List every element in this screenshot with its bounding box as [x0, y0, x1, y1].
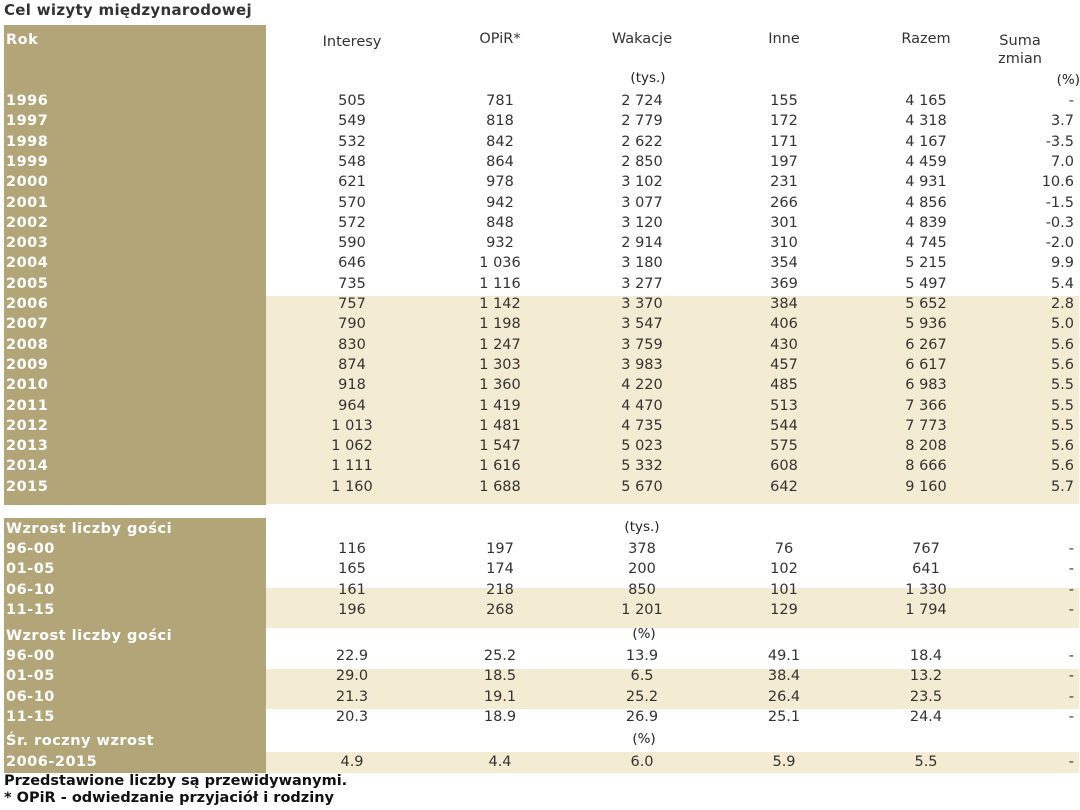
cell-razem: 4 459: [905, 153, 947, 170]
cell-razem: 9 160: [905, 478, 947, 495]
cell-razem: 4 931: [905, 174, 947, 191]
year-row-2013-label: 2013: [6, 438, 49, 455]
cell-inne: 575: [770, 438, 798, 455]
cell-interesy: 20.3: [335, 708, 369, 725]
unit-growth-abs: (tys.): [624, 519, 660, 535]
cell-inne: 231: [770, 174, 798, 191]
cell-inne: 25.1: [767, 708, 801, 725]
header-interesy: Interesy: [322, 34, 382, 50]
growth-pct-row-11-15-label: 11-15: [6, 708, 55, 725]
page-title: Cel wizyty międzynarodowej: [4, 1, 252, 19]
cell-razem: 23.5: [909, 688, 943, 705]
cell-suma-zmian: -: [1068, 754, 1074, 770]
unit-percent: (%): [1056, 72, 1080, 88]
header-inne: Inne: [768, 31, 800, 47]
cell-interesy: 1 062: [331, 438, 373, 455]
cell-razem: 18.4: [909, 648, 943, 664]
cell-interesy: 1 111: [331, 458, 373, 475]
cell-wakacje: 26.9: [625, 708, 659, 725]
cell-suma-zmian: -: [1068, 708, 1074, 725]
cell-wakacje: 6.0: [630, 754, 654, 770]
cell-wakacje: 3 180: [621, 255, 663, 272]
unit-thousands: (tys.): [630, 70, 666, 86]
cell-opir: 1 360: [479, 377, 521, 394]
cell-wakacje: 850: [628, 581, 656, 598]
unit-growth-pct: (%): [632, 626, 656, 642]
cell-suma-zmian: 5.0: [1050, 316, 1074, 333]
year-row-1998-label: 1998: [6, 133, 49, 150]
cell-wakacje: 6.5: [630, 668, 654, 685]
cell-opir: 932: [486, 235, 514, 252]
header-razem: Razem: [901, 31, 951, 47]
cell-interesy: 757: [338, 296, 366, 312]
cell-inne: 301: [770, 214, 798, 231]
year-row-2005-label: 2005: [6, 275, 49, 292]
cell-inne: 457: [770, 356, 798, 373]
growth-abs-row-11-15-label: 11-15: [6, 601, 55, 618]
cell-wakacje: 4 470: [621, 397, 663, 414]
cell-suma-zmian: 5.6: [1050, 336, 1074, 353]
cell-opir: 1 036: [479, 255, 521, 272]
cell-opir: 848: [486, 214, 514, 231]
cell-razem: 4 839: [905, 214, 947, 231]
cell-razem: 8 666: [905, 458, 947, 475]
cell-interesy: 116: [338, 541, 366, 557]
cell-opir: 864: [486, 153, 514, 170]
year-row-1999-label: 1999: [6, 153, 49, 170]
cell-inne: 310: [770, 235, 798, 252]
cell-interesy: 570: [338, 194, 366, 211]
cell-suma-zmian: 7.0: [1050, 153, 1074, 170]
cell-opir: 942: [486, 194, 514, 211]
year-row-2000-label: 2000: [6, 174, 49, 191]
cell-suma-zmian: -: [1068, 541, 1074, 557]
cell-interesy: 1 013: [331, 417, 373, 434]
cell-wakacje: 5 670: [621, 478, 663, 495]
cell-inne: 155: [770, 93, 798, 109]
cell-inne: 544: [770, 417, 798, 434]
cell-interesy: 165: [338, 561, 366, 578]
avg-growth-row-2006-2015-label: 2006-2015: [6, 754, 98, 770]
cell-inne: 354: [770, 255, 798, 272]
cell-razem: 641: [912, 561, 940, 578]
growth-pct-row-96-00-label: 96-00: [6, 648, 55, 664]
section-heading-avg-growth: Śr. roczny wzrost: [6, 733, 155, 749]
cell-opir: 978: [486, 174, 514, 191]
growth-abs-row-06-10-label: 06-10: [6, 581, 55, 598]
cell-wakacje: 2 914: [621, 235, 663, 252]
cell-wakacje: 3 102: [621, 174, 663, 191]
section-heading-growth-pct: Wzrost liczby gości: [6, 628, 173, 644]
cell-interesy: 505: [338, 93, 366, 109]
growth-pct-row-06-10-label: 06-10: [6, 688, 55, 705]
cell-razem: 4 745: [905, 235, 947, 252]
cell-interesy: 830: [338, 336, 366, 353]
cell-inne: 76: [774, 541, 794, 557]
cell-interesy: 646: [338, 255, 366, 272]
cell-inne: 197: [770, 153, 798, 170]
cell-interesy: 790: [338, 316, 366, 333]
cell-interesy: 918: [338, 377, 366, 394]
cell-wakacje: 4 735: [621, 417, 663, 434]
header-rok: Rok: [6, 32, 39, 48]
cell-inne: 101: [770, 581, 798, 598]
cell-interesy: 964: [338, 397, 366, 414]
cell-razem: 4 856: [905, 194, 947, 211]
year-row-2008-label: 2008: [6, 336, 49, 353]
cell-suma-zmian: 5.6: [1050, 438, 1074, 455]
cell-suma-zmian: 5.6: [1050, 356, 1074, 373]
cell-interesy: 21.3: [335, 688, 369, 705]
cell-suma-zmian: -: [1068, 648, 1074, 664]
header-suma-zmian: Suma zmian: [998, 33, 1042, 67]
cell-interesy: 22.9: [335, 648, 369, 664]
cell-opir: 18.9: [483, 708, 517, 725]
cell-razem: 7 366: [905, 397, 947, 414]
cell-suma-zmian: -: [1068, 668, 1074, 685]
cell-inne: 384: [770, 296, 798, 312]
cell-razem: 24.4: [909, 708, 943, 725]
cell-interesy: 161: [338, 581, 366, 598]
year-row-2003-label: 2003: [6, 235, 49, 252]
cell-interesy: 874: [338, 356, 366, 373]
cell-opir: 1 247: [479, 336, 521, 353]
footnote-forecast: Przedstawione liczby są przewidywanymi.: [4, 773, 348, 789]
cell-inne: 266: [770, 194, 798, 211]
cell-razem: 6 267: [905, 336, 947, 353]
cell-inne: 642: [770, 478, 798, 495]
unit-avg-growth: (%): [632, 731, 656, 747]
cell-opir: 1 142: [479, 296, 521, 312]
year-row-2002-label: 2002: [6, 214, 49, 231]
cell-razem: 8 208: [905, 438, 947, 455]
cell-razem: 5 497: [905, 275, 947, 292]
year-row-2009-label: 2009: [6, 356, 49, 373]
cell-suma-zmian: -2.0: [1045, 235, 1074, 252]
cell-opir: 268: [486, 601, 514, 618]
cell-wakacje: 3 370: [621, 296, 663, 312]
cell-wakacje: 3 759: [621, 336, 663, 353]
cell-razem: 1 330: [905, 581, 947, 598]
cell-inne: 129: [770, 601, 798, 618]
cell-interesy: 548: [338, 153, 366, 170]
cell-suma-zmian: 5.5: [1050, 397, 1074, 414]
header-wakacje: Wakacje: [611, 31, 673, 47]
cell-razem: 4 318: [905, 113, 947, 130]
cell-opir: 19.1: [483, 688, 517, 705]
cell-wakacje: 5 023: [621, 438, 663, 455]
cell-razem: 6 983: [905, 377, 947, 394]
cell-suma-zmian: -: [1068, 601, 1074, 618]
cell-wakacje: 2 850: [621, 153, 663, 170]
cell-razem: 4 167: [905, 133, 947, 150]
cell-suma-zmian: 3.7: [1050, 113, 1074, 130]
cell-suma-zmian: -: [1068, 688, 1074, 705]
cell-suma-zmian: 2.8: [1050, 296, 1074, 312]
cell-interesy: 532: [338, 133, 366, 150]
cell-suma-zmian: 5.6: [1050, 458, 1074, 475]
cell-razem: 5 936: [905, 316, 947, 333]
cell-interesy: 29.0: [335, 668, 369, 685]
cell-opir: 1 303: [479, 356, 521, 373]
cell-inne: 513: [770, 397, 798, 414]
cell-opir: 18.5: [483, 668, 517, 685]
cell-interesy: 572: [338, 214, 366, 231]
cell-suma-zmian: 5.4: [1050, 275, 1074, 292]
cell-opir: 197: [486, 541, 514, 557]
cell-razem: 5 215: [905, 255, 947, 272]
cell-opir: 174: [486, 561, 514, 578]
cell-razem: 6 617: [905, 356, 947, 373]
cell-opir: 781: [486, 93, 514, 109]
year-row-2007-label: 2007: [6, 316, 49, 333]
cell-opir: 25.2: [483, 648, 517, 664]
cell-suma-zmian: -1.5: [1045, 194, 1074, 211]
cell-wakacje: 3 983: [621, 356, 663, 373]
cell-interesy: 196: [338, 601, 366, 618]
cell-opir: 818: [486, 113, 514, 130]
year-row-2012-label: 2012: [6, 417, 49, 434]
section-heading-growth-abs: Wzrost liczby gości: [6, 521, 173, 537]
cell-razem: 5 652: [905, 296, 947, 312]
cell-interesy: 4.9: [340, 754, 364, 770]
cell-suma-zmian: -: [1068, 561, 1074, 578]
cell-suma-zmian: 5.5: [1050, 417, 1074, 434]
cell-interesy: 1 160: [331, 478, 373, 495]
cell-wakacje: 3 547: [621, 316, 663, 333]
cell-wakacje: 3 077: [621, 194, 663, 211]
cell-suma-zmian: 9.9: [1050, 255, 1074, 272]
cell-opir: 1 198: [479, 316, 521, 333]
year-row-2006-label: 2006: [6, 296, 49, 312]
growth-abs-row-01-05-label: 01-05: [6, 561, 55, 578]
cell-inne: 369: [770, 275, 798, 292]
cell-opir: 1 419: [479, 397, 521, 414]
cell-inne: 171: [770, 133, 798, 150]
cell-inne: 430: [770, 336, 798, 353]
cell-wakacje: 2 779: [621, 113, 663, 130]
cell-interesy: 621: [338, 174, 366, 191]
cell-wakacje: 5 332: [621, 458, 663, 475]
cell-interesy: 735: [338, 275, 366, 292]
cell-inne: 172: [770, 113, 798, 130]
cell-wakacje: 13.9: [625, 648, 659, 664]
cell-inne: 102: [770, 561, 798, 578]
footnote-opir: * OPiR - odwiedzanie przyjaciół i rodziny: [4, 790, 334, 806]
cell-interesy: 590: [338, 235, 366, 252]
cell-inne: 38.4: [767, 668, 801, 685]
cell-razem: 4 165: [905, 93, 947, 109]
label-gap: [4, 505, 266, 518]
cell-inne: 5.9: [772, 754, 796, 770]
cell-razem: 13.2: [909, 668, 943, 685]
cell-wakacje: 4 220: [621, 377, 663, 394]
year-row-2001-label: 2001: [6, 194, 49, 211]
cell-suma-zmian: -0.3: [1045, 214, 1074, 231]
cell-inne: 26.4: [767, 688, 801, 705]
year-row-2004-label: 2004: [6, 255, 49, 272]
header-opir: OPiR*: [479, 31, 521, 47]
cell-opir: 842: [486, 133, 514, 150]
cell-inne: 608: [770, 458, 798, 475]
year-row-1996-label: 1996: [6, 93, 49, 109]
cell-inne: 485: [770, 377, 798, 394]
cell-opir: 1 547: [479, 438, 521, 455]
cell-opir: 1 481: [479, 417, 521, 434]
year-row-2015-label: 2015: [6, 478, 49, 495]
year-row-2010-label: 2010: [6, 377, 49, 394]
cell-suma-zmian: -: [1068, 581, 1074, 598]
cell-wakacje: 3 120: [621, 214, 663, 231]
year-row-2014-label: 2014: [6, 458, 49, 475]
cell-razem: 5.5: [914, 754, 938, 770]
cell-razem: 7 773: [905, 417, 947, 434]
cell-inne: 406: [770, 316, 798, 333]
cell-opir: 4.4: [488, 754, 512, 770]
cell-wakacje: 2 724: [621, 93, 663, 109]
cell-suma-zmian: 5.5: [1050, 377, 1074, 394]
cell-wakacje: 3 277: [621, 275, 663, 292]
year-row-1997-label: 1997: [6, 113, 49, 130]
cell-wakacje: 200: [628, 561, 656, 578]
cell-opir: 1 688: [479, 478, 521, 495]
cell-razem: 1 794: [905, 601, 947, 618]
growth-abs-row-96-00-label: 96-00: [6, 541, 55, 557]
cell-wakacje: 2 622: [621, 133, 663, 150]
year-row-2011-label: 2011: [6, 397, 49, 414]
cell-razem: 767: [912, 541, 940, 557]
cell-wakacje: 378: [628, 541, 656, 557]
growth-pct-row-01-05-label: 01-05: [6, 668, 55, 685]
cell-wakacje: 1 201: [621, 601, 663, 618]
cell-suma-zmian: 5.7: [1050, 478, 1074, 495]
cell-opir: 1 616: [479, 458, 521, 475]
cell-opir: 218: [486, 581, 514, 598]
cell-suma-zmian: -: [1068, 93, 1074, 109]
cell-inne: 49.1: [767, 648, 801, 664]
cell-opir: 1 116: [479, 275, 521, 292]
cell-suma-zmian: -3.5: [1045, 133, 1074, 150]
cell-suma-zmian: 10.6: [1041, 174, 1074, 191]
cell-wakacje: 25.2: [625, 688, 659, 705]
cell-interesy: 549: [338, 113, 366, 130]
